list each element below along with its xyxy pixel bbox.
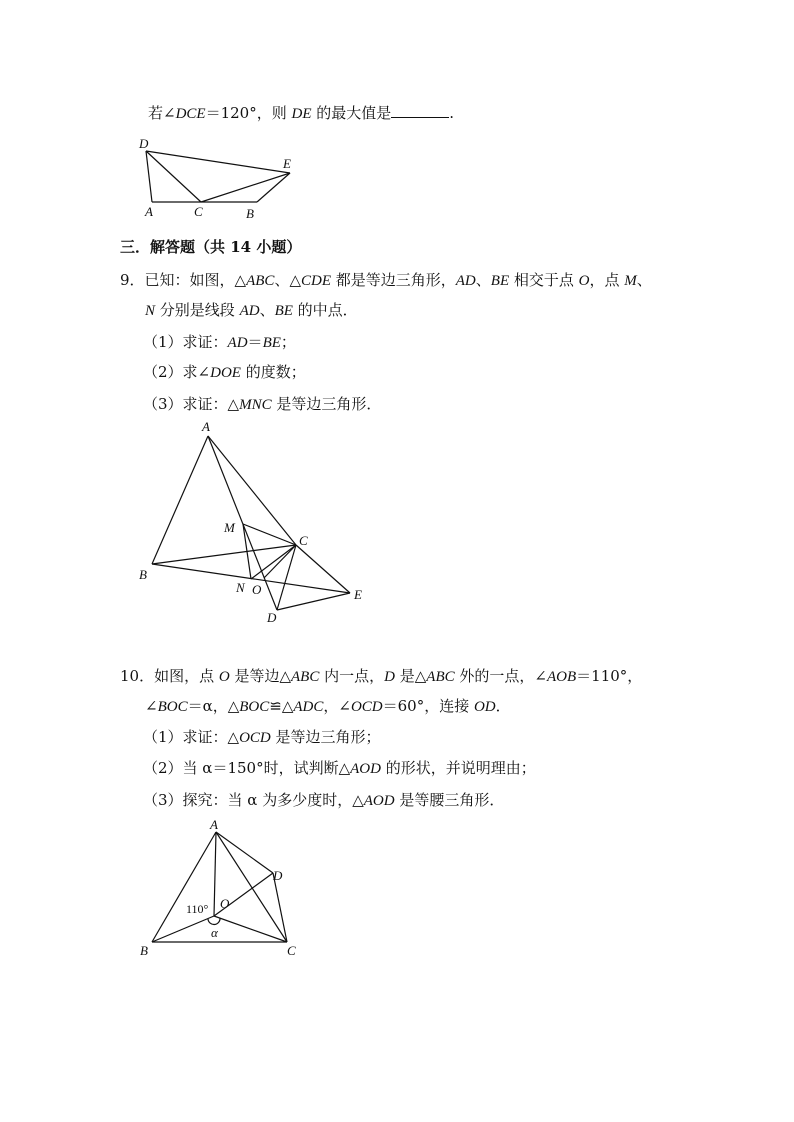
text-run: 相交于点 bbox=[509, 271, 579, 289]
text-run: 的中点． bbox=[292, 301, 358, 319]
text-run: 分别是线段 bbox=[155, 301, 240, 319]
math-variable: AD bbox=[239, 303, 260, 319]
text-run: ＝110°， bbox=[576, 667, 643, 685]
text-run: （3）探究：当 α 为多少度时，△ bbox=[143, 791, 364, 809]
fig10-seg-AD bbox=[216, 832, 273, 873]
fig10-seg-OC bbox=[214, 916, 287, 942]
fig10-seg-AO bbox=[214, 832, 216, 916]
fig10-label-O: O bbox=[220, 896, 230, 911]
math-variable: MNC bbox=[239, 397, 272, 413]
text-run: 9．已知：如图，△ bbox=[120, 271, 247, 289]
text-run: ，∠ bbox=[323, 697, 351, 715]
math-variable: AOB bbox=[546, 669, 577, 685]
text-run: （1）求证： bbox=[143, 333, 228, 351]
fig9-label-N: N bbox=[236, 580, 245, 595]
text-run: ＝60°，连接 bbox=[382, 697, 474, 715]
fig8-label-A: A bbox=[145, 204, 153, 219]
math-variable: BE bbox=[262, 335, 281, 351]
math-variable: N bbox=[145, 303, 156, 319]
math-variable: AD bbox=[455, 273, 476, 289]
fig10-label-A: A bbox=[210, 817, 218, 832]
text-run: 是等腰三角形． bbox=[394, 791, 505, 809]
text-run: 都是等边三角形， bbox=[330, 271, 456, 289]
text-run: （3）求证：△ bbox=[143, 395, 240, 413]
fig9-label-A: A bbox=[202, 419, 210, 434]
text-run: 、△ bbox=[274, 271, 301, 289]
text-run: ≌△ bbox=[269, 697, 294, 715]
math-variable: AD bbox=[227, 335, 248, 351]
fig9-label-C: C bbox=[299, 533, 308, 548]
text-run: 是等边三角形． bbox=[271, 395, 382, 413]
math-variable: BE bbox=[490, 273, 510, 289]
text-run: （2）当 α＝150°时，试判断△ bbox=[143, 759, 351, 777]
text-run: ，点 bbox=[589, 271, 625, 289]
fig10-label-C: C bbox=[287, 943, 296, 958]
math-variable: OCD bbox=[350, 699, 383, 715]
fig10-label-110: 110° bbox=[186, 902, 209, 916]
math-variable: ADC bbox=[293, 699, 324, 715]
text-run: ． bbox=[495, 697, 511, 715]
fig9-label-B: B bbox=[139, 567, 147, 582]
math-variable: M bbox=[624, 273, 637, 289]
text-run: ∠ bbox=[145, 697, 158, 715]
text-run: 的形状，并说明理由； bbox=[380, 759, 536, 777]
math-variable: ABC bbox=[426, 669, 455, 685]
math-variable: OD bbox=[473, 699, 496, 715]
text-run: 、 bbox=[636, 271, 652, 289]
fig10-angle-arc bbox=[208, 918, 220, 925]
text-run: ； bbox=[280, 333, 296, 351]
fig10-label-alpha: α bbox=[211, 925, 218, 940]
text-run: 内一点， bbox=[319, 667, 385, 685]
fig10-seg-BO bbox=[152, 916, 214, 942]
text-run: ＝ bbox=[247, 333, 263, 351]
fig10-seg-AB bbox=[152, 832, 216, 942]
section-title: 三．解答题（共 14 小题） bbox=[120, 238, 302, 256]
fig8-label-C: C bbox=[194, 204, 203, 219]
text-run: （1）求证：△ bbox=[143, 728, 240, 746]
text-run: 、 bbox=[475, 271, 491, 289]
math-variable: DOE bbox=[210, 365, 241, 381]
math-variable: ABC bbox=[246, 273, 275, 289]
math-variable: OCD bbox=[239, 730, 271, 746]
text-run: 的度数； bbox=[240, 363, 306, 381]
text-run: 10．如图，点 bbox=[120, 667, 219, 685]
math-variable: BOC bbox=[239, 699, 270, 715]
fig10-label-D: D bbox=[273, 868, 283, 883]
fig9-label-D: D bbox=[267, 610, 277, 625]
math-variable: AOD bbox=[363, 793, 395, 809]
text-run: ＝α，△ bbox=[187, 697, 240, 715]
fig9-label-E: E bbox=[354, 587, 362, 602]
text-run: 是等边△ bbox=[229, 667, 292, 685]
fig8-label-B: B bbox=[246, 206, 254, 221]
math-variable: BE bbox=[274, 303, 293, 319]
text-run: 是△ bbox=[394, 667, 427, 685]
math-variable: ABC bbox=[291, 669, 320, 685]
math-variable: BOC bbox=[157, 699, 188, 715]
q8-answer-line: 若∠DCE＝120°，则 DE 的最大值是 . bbox=[148, 104, 455, 122]
math-variable: AOD bbox=[350, 761, 381, 777]
text-run: 、 bbox=[259, 301, 275, 319]
fig8-label-E: E bbox=[283, 156, 291, 171]
math-variable: O bbox=[578, 273, 590, 289]
fig8-label-D: D bbox=[139, 136, 149, 151]
fig9-label-M: M bbox=[224, 520, 235, 535]
fig10-label-B: B bbox=[140, 943, 148, 958]
math-variable: D bbox=[384, 669, 395, 685]
text-run: 是等边三角形； bbox=[270, 728, 381, 746]
text-run: （2）求∠ bbox=[143, 363, 211, 381]
text-run: 外的一点，∠ bbox=[454, 667, 547, 685]
math-variable: CDE bbox=[300, 273, 331, 289]
fig9-label-O: O bbox=[252, 582, 262, 597]
math-variable: O bbox=[218, 669, 230, 685]
